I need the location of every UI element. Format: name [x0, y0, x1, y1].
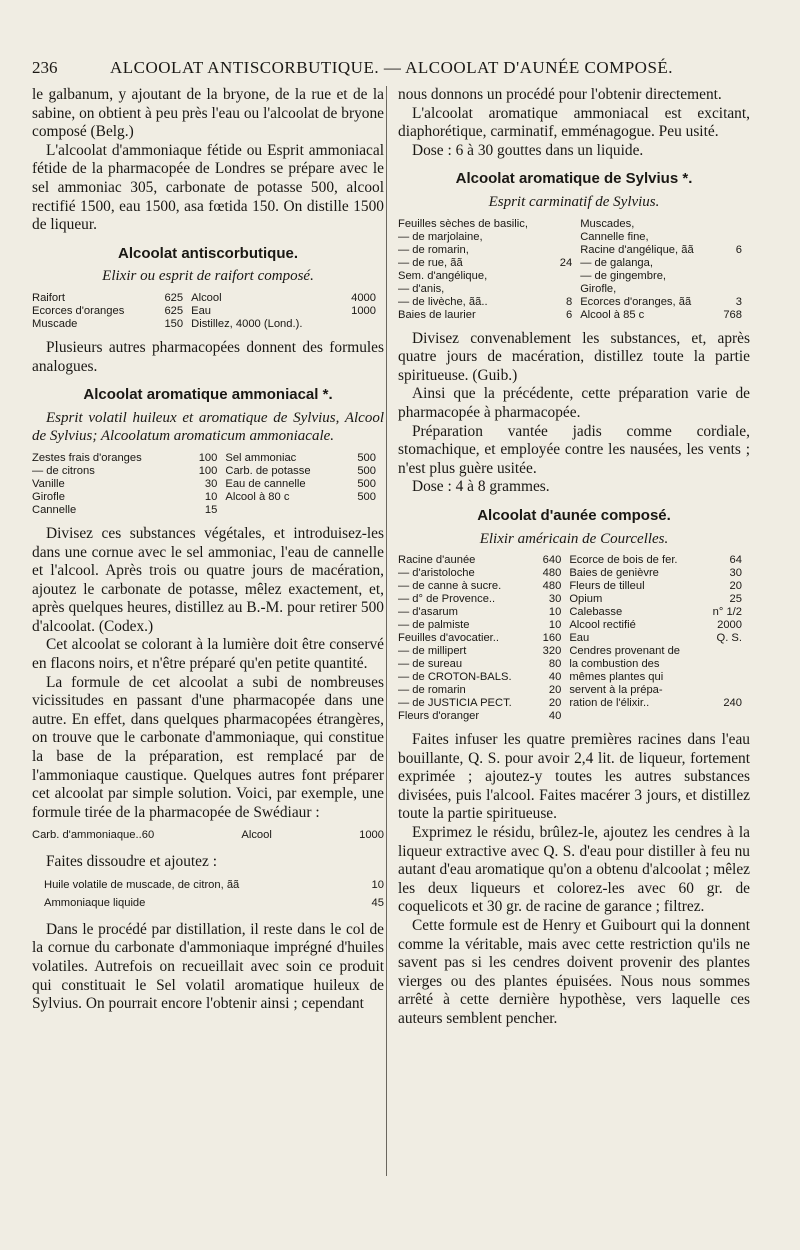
formula-qty: 15	[204, 503, 218, 516]
formula-qty	[718, 218, 750, 231]
formula-item: Alcool rectifié	[569, 619, 636, 632]
formula-line	[44, 876, 384, 895]
formula-row	[32, 465, 384, 478]
formula-row	[398, 244, 750, 257]
formula-row	[398, 580, 750, 593]
paragraph: Faites infuser les quatre premières racines dans l'eau bouillante, Q. S. pour avoir 2,4 lit. de liqueur, fortement exprimée ; ajoutez-y toutes les autres substances divisées, puis l'alcool. Faites macérer 3 jours, et distillez toute la partie spiritueuse.	[398, 731, 750, 823]
formula-item: — de gingembre,	[580, 269, 667, 282]
formula-item: Alcool	[191, 291, 222, 304]
formula-table	[32, 292, 384, 331]
formula-row	[398, 645, 750, 658]
formula-item: Ecorces d'oranges	[32, 304, 125, 317]
formula-qty	[555, 218, 580, 231]
formula-qty: 30	[204, 477, 218, 490]
formula-qty: 10	[548, 619, 562, 632]
formula-row	[398, 567, 750, 580]
formula-qty: 20	[729, 580, 742, 593]
formula-qty: 80	[548, 658, 562, 671]
formula-row	[398, 619, 750, 632]
formula-item: — de marjolaine,	[398, 230, 483, 243]
formula-item: Cendres provenant de	[569, 645, 681, 658]
formula-table	[398, 554, 750, 723]
formula-item: Muscade	[32, 317, 78, 330]
formula-row	[398, 710, 750, 723]
formula-item: Girofle	[32, 490, 65, 503]
formula-row	[398, 697, 750, 710]
formula-item: Cannelle	[32, 503, 77, 516]
formula-line	[44, 894, 384, 913]
formula-item: — de sureau	[398, 658, 463, 671]
formula-qty: 10	[204, 490, 218, 503]
formula-row	[398, 309, 750, 322]
formula-item: — de romarin,	[398, 243, 469, 256]
formula-item: Baies de genièvre	[569, 567, 659, 580]
formula-item: ration de l'élixir..	[569, 697, 650, 710]
formula-qty: 480	[542, 567, 562, 580]
formula-qty: 500	[357, 451, 376, 464]
formula-qty: 320	[542, 645, 562, 658]
formula-qty	[718, 270, 750, 283]
formula-qty: 6	[735, 243, 742, 256]
formula-item: Distillez, 4000 (Lond.).	[191, 317, 303, 330]
paragraph: Préparation vantée jadis comme cordiale, stomachique, et employée contre les nausées, les vents ; n'est plus guère usitée.	[398, 422, 750, 477]
formula-table	[398, 218, 750, 322]
formula-qty: 160	[542, 632, 562, 645]
paragraph: Divisez convenablement les substances, et, après quatre jours de macération, distillez toute la partie spiritueuse. (Guib.)	[398, 329, 750, 384]
formula-line	[32, 826, 384, 845]
formula-qty	[704, 671, 750, 684]
formula-qty	[555, 283, 580, 296]
formula-row	[398, 257, 750, 270]
formula-row	[398, 684, 750, 697]
formula-qty	[704, 645, 750, 658]
section-heading: Alcoolat aromatique ammoniacal *.	[83, 386, 333, 404]
formula-row	[32, 491, 384, 504]
formula-item: Cannelle fine,	[580, 230, 649, 243]
formula-qty: 8	[565, 295, 573, 308]
formula-item: Alcool à 85 c	[580, 308, 645, 321]
paragraph: Exprimez le résidu, brûlez-le, ajoutez les cendres à la liqueur extractive avec Q. S. d'eau pour distiller à feu nu autant d'eau aromatique qu'on a obtenu d'alcoolat ; mêlez les deux liqueurs et colorez-les avec 60 gr. de coquelicots et 30 gr. de racine de garance ; filtrez.	[398, 824, 750, 916]
formula-qty: 30	[729, 567, 742, 580]
right-column	[398, 86, 750, 1029]
formula-item: Sem. d'angélique,	[398, 269, 488, 282]
paragraph: L'alcoolat d'ammoniaque fétide ou Esprit ammoniacal fétide de la pharmacopée de Londres se prépare avec le sel ammoniac 305, carbonate de potasse 500, alcool rectifié 1500, eau 1500, asa fœtida 150. On distille 1500 de liqueur.	[32, 141, 384, 234]
formula-row	[32, 318, 384, 331]
formula-item: Baies de laurier	[398, 308, 476, 321]
paragraph: Divisez ces substances végétales, et introduisez-les dans une cornue avec le sel ammoniac, l'eau de cannelle et l'alcool. Après trois ou quatre jours de macération, ajoutez le carbonate de potasse, mêlez exactement, et, après quelques heures, distillez au B.-M. pour retirer 500 d'alcoolat. (Codex.)	[32, 524, 384, 635]
formula-item: Huile volatile de muscade, de citron, ãã	[44, 878, 240, 891]
formula-row	[398, 671, 750, 684]
formula-qty	[704, 684, 750, 697]
formula-item: Carb. d'ammoniaque..	[32, 829, 142, 842]
formula-qty: 6	[565, 308, 573, 321]
formula-qty: 500	[357, 477, 376, 490]
formula-qty: Q. S.	[716, 632, 742, 645]
formula-qty: 625	[164, 304, 184, 317]
formula-item: Feuilles d'avocatier..	[398, 632, 500, 645]
formula-item: Eau	[569, 632, 590, 645]
formula-qty: 40	[548, 710, 562, 723]
formula-row	[398, 231, 750, 244]
paragraph: Cet alcoolat se colorant à la lumière doit être conservé en flacons noirs, et n'être préparé qu'en petite quantité.	[32, 636, 384, 673]
formula-row	[398, 218, 750, 231]
formula-qty	[718, 283, 750, 296]
formula-item: Eau	[191, 304, 212, 317]
formula-item: servent à la prépa-	[569, 684, 663, 697]
section-heading: Alcoolat antiscorbutique.	[117, 244, 298, 262]
formula-qty: 2000	[717, 619, 742, 632]
formula-item: Opium	[569, 593, 603, 606]
formula-qty: 20	[548, 684, 562, 697]
formula-qty: 20	[548, 697, 562, 710]
formula-qty: 40	[548, 671, 562, 684]
formula-item: Zestes frais d'oranges	[32, 451, 142, 464]
section-heading: Alcoolat d'aunée composé.	[477, 506, 671, 524]
formula-item: Raifort	[32, 291, 65, 304]
formula-item: Ecorce de bois de fer.	[569, 554, 678, 567]
section-subtitle: Elixir ou esprit de raifort composé.	[102, 268, 314, 285]
formula-row	[398, 283, 750, 296]
formula-row	[398, 270, 750, 283]
formula-row	[32, 452, 384, 465]
dose-line: Dose : 4 à 8 grammes.	[412, 478, 550, 496]
formula-qty: 64	[729, 554, 742, 567]
formula-item: la combustion des	[569, 658, 660, 671]
formula-item: — de millipert	[398, 645, 467, 658]
formula-item: — de livèche, ãã..	[398, 295, 488, 308]
formula-item: Eau de cannelle	[225, 477, 306, 490]
formula-row	[398, 296, 750, 309]
formula-row	[398, 593, 750, 606]
paragraph: Cette formule est de Henry et Guibourt qui la donnent comme la véritable, mais avec cette restriction qu'ils ne savent pas si les cendres doivent provenir des plantes vierges ou des plantes épuisées. Nous nous sommes arrêté à cette dernière hypothèse, vers laquelle ces auteurs semblent pencher.	[398, 917, 750, 1027]
formula-row	[32, 504, 384, 517]
paragraph: Ainsi que la précédente, cette préparation varie de pharmacopée à pharmacopée.	[398, 385, 750, 421]
formula-qty	[555, 231, 580, 244]
formula-qty	[555, 244, 580, 257]
formula-item	[225, 504, 346, 517]
formula-item: — de JUSTICIA PECT.	[398, 697, 512, 710]
formula-item: Racine d'angélique, ãã	[580, 243, 694, 256]
formula-qty: 60	[141, 829, 155, 842]
paragraph: Dans le procédé par distillation, il reste dans le col de la cornue du carbonate d'ammoniaque imprégné d'huiles volatiles. Autrefois on recueillait avec soin ce produit qui constituait le Sel volatil aromatique huileux de Sylvius. On pourrait encore l'obtenir ainsi ; cependant	[32, 920, 384, 1013]
formula-qty	[340, 318, 384, 331]
formula-row	[32, 305, 384, 318]
formula-item: — d° de Provence..	[398, 593, 496, 606]
formula-item: — de romarin	[398, 684, 466, 697]
formula-item: Ammoniaque liquide	[44, 897, 146, 910]
column-divider	[386, 86, 387, 1176]
formula-qty: 30	[548, 593, 562, 606]
formula-item: — d'aristoloche	[398, 567, 475, 580]
formula-row	[398, 658, 750, 671]
formula-item: mêmes plantes qui	[569, 671, 664, 684]
formula-table	[32, 452, 384, 517]
formula-qty: 25	[729, 593, 742, 606]
formula-item	[569, 710, 704, 723]
formula-qty: 768	[723, 308, 742, 321]
paragraph: le galbanum, y ajoutant de la bryone, de la rue et de la sabine, on obtient à peu près l'eau ou l'alcoolat de bryone composé (Belg.)	[32, 86, 384, 141]
formula-item: Fleurs d'oranger	[398, 710, 480, 723]
formula-row	[398, 606, 750, 619]
formula-qty: 10	[371, 878, 384, 891]
formula-qty	[704, 658, 750, 671]
formula-qty: 100	[198, 464, 218, 477]
formula-row	[32, 292, 384, 305]
formula-qty: 500	[357, 490, 376, 503]
paragraph: Plusieurs autres pharmacopées donnent des formules analogues.	[32, 338, 384, 375]
formula-qty: 640	[542, 554, 562, 567]
section-subtitle: Esprit volatil huileux et aromatique de Sylvius, Alcool de Sylvius; Alcoolatum aromaticum ammoniacale.	[32, 409, 384, 445]
formula-item: Alcool	[241, 829, 272, 842]
formula-item: Girofle,	[580, 282, 617, 295]
formula-qty: 4000	[351, 291, 376, 304]
paragraph: Faites dissoudre et ajoutez :	[46, 853, 217, 870]
formula-item: — de rue, ãã	[398, 256, 463, 269]
formula-qty: 480	[542, 580, 562, 593]
dose-line: Dose : 6 à 30 gouttes dans un liquide.	[412, 141, 644, 159]
formula-item: — de palmiste	[398, 619, 470, 632]
formula-item: Sel ammoniac	[225, 451, 297, 464]
formula-item: Feuilles sèches de basilic,	[398, 217, 528, 230]
formula-qty: 625	[164, 291, 184, 304]
formula-item: — d'anis,	[398, 282, 445, 295]
section-heading: Alcoolat aromatique de Sylvius *.	[455, 170, 693, 188]
formula-row	[398, 632, 750, 645]
formula-item: — de CROTON-BALS.	[398, 671, 512, 684]
page-number: 236	[32, 58, 58, 77]
formula-item: Fleurs de tilleul	[569, 580, 645, 593]
formula-qty	[718, 257, 750, 270]
formula-item: — de citrons	[32, 464, 95, 477]
formula-qty: 1000	[351, 304, 376, 317]
section-subtitle: Elixir américain de Courcelles.	[479, 530, 669, 547]
formula-qty	[555, 270, 580, 283]
formula-item: Alcool à 80 c	[225, 490, 290, 503]
formula-qty	[346, 504, 384, 517]
formula-item: — de canne à sucre.	[398, 580, 502, 593]
running-title: ALCOOLAT ANTISCORBUTIQUE. — ALCOOLAT D'AUNÉE COMPOSÉ.	[110, 58, 674, 77]
formula-item: — d'asarum	[398, 606, 458, 619]
formula-item: Muscades,	[580, 217, 635, 230]
formula-qty: 500	[357, 464, 376, 477]
formula-qty: 45	[371, 897, 384, 910]
formula-qty: n° 1/2	[712, 606, 742, 619]
formula-item: Carb. de potasse	[225, 464, 311, 477]
formula-qty: 3	[735, 295, 742, 308]
section-subtitle: Esprit carminatif de Sylvius.	[488, 193, 660, 210]
paragraph: nous donnons un procédé pour l'obtenir directement.	[398, 86, 722, 103]
formula-qty	[704, 710, 750, 723]
formula-item: Vanille	[32, 477, 65, 490]
left-column	[32, 86, 384, 1014]
formula-row	[32, 478, 384, 491]
formula-qty: 1000	[359, 829, 384, 842]
formula-qty: 10	[548, 606, 562, 619]
formula-qty: 240	[723, 697, 742, 710]
formula-item: Ecorces d'oranges, ãã	[580, 295, 692, 308]
formula-qty: 150	[164, 317, 184, 330]
paragraph: L'alcoolat aromatique ammoniacal est excitant, diaphorétique, carminatif, emménagogue. Peu usité.	[398, 104, 750, 141]
formula-item: Calebasse	[569, 606, 623, 619]
formula-qty: 24	[559, 256, 573, 269]
formula-item: Racine d'aunée	[398, 554, 476, 567]
formula-qty: 100	[198, 451, 218, 464]
paragraph: La formule de cet alcoolat a subi de nombreuses vicissitudes en passant d'une pharmacopée dans une autre. En effet, dans quelques pharmacopées étrangères, on trouve que le carbonate d'ammoniaque, qui constitue la base de la préparation, est remplacé par de l'ammoniaque caustique. Quelques autres font préparer cet alcoolat par simple solution. Voici, par exemple, une formule tirée de la pharmacopée de Swédiaur :	[32, 673, 384, 821]
formula-row	[398, 554, 750, 567]
formula-item: — de galanga,	[580, 256, 653, 269]
formula-qty	[718, 231, 750, 244]
